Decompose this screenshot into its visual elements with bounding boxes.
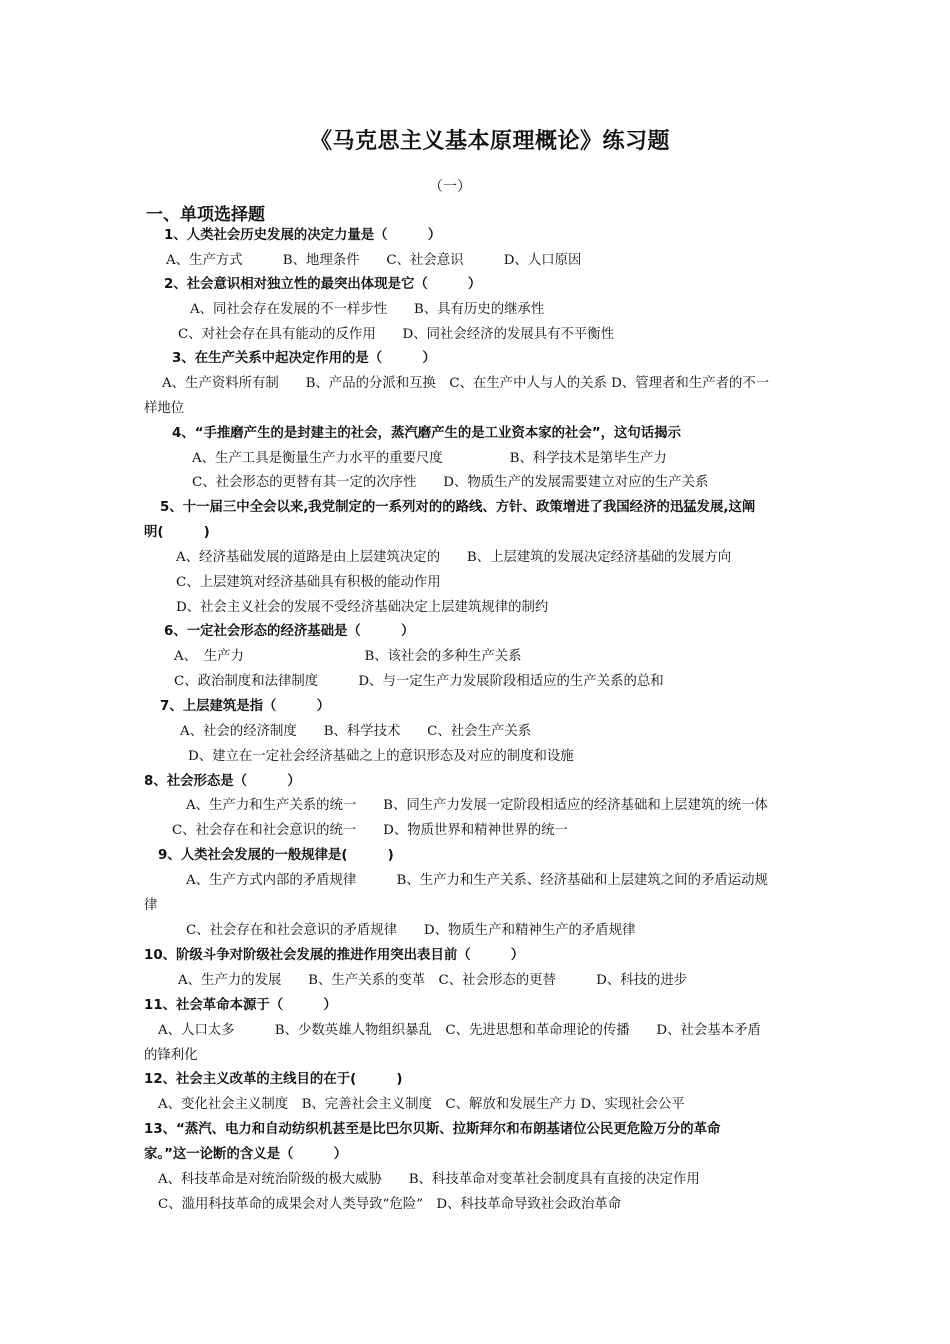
question-13: 13、“蒸汽、电力和自动纺织机甚至是比巴尔贝斯、拉斯拜尔和布朗基诸位公民更危险万分的革命 [144,1122,721,1137]
question-1: 1、人类社会历史发展的决定力量是（ ） [164,228,442,243]
question-10-options: A、生产力的发展 B、生产关系的变革 C、社会形态的更替 D、科技的进步 [178,973,688,988]
question-4-options-cd: C、社会形态的更替有其一定的次序性 D、物质生产的发展需要建立对应的生产关系 [192,475,709,490]
question-8: 8、社会形态是（ ） [144,774,301,789]
question-11-options: A、人口太多 B、少数英雄人物组织暴乱 C、先进思想和革命理论的传播 D、社会基本矛盾 [158,1023,761,1038]
question-11: 11、社会革命本源于（ ） [144,998,337,1013]
document-title: 《马克思主义基本原理概论》练习题 [309,129,670,154]
question-8-options-ab: A、生产力和生产关系的统一 B、同生产力发展一定阶段相适应的经济基础和上层建筑的统一体 [186,798,768,813]
question-5-option-c: C、上层建筑对经济基础具有积极的能动作用 [176,575,441,590]
section-heading: 一、单项选择题 [146,205,265,225]
question-8-options-cd: C、社会存在和社会意识的统一 D、物质世界和精神世界的统一 [172,823,568,838]
question-3-options-cont: 样地位 [144,401,185,416]
question-6: 6、一定社会形态的经济基础是（ ） [164,624,415,639]
question-11-options-cont: 的锋利化 [144,1048,198,1063]
question-4: 4、“手推磨产生的是封建主的社会，蒸汽磨产生的是工业资本家的社会”，这句话揭示 [172,426,681,441]
question-9-options-cont: 律 [144,898,158,913]
question-6-options-cd: C、政治制度和法律制度 D、与一定生产力发展阶段相适应的生产关系的总和 [174,674,664,689]
question-10: 10、阶级斗争对阶级社会发展的推进作用突出表目前（ ） [144,948,525,963]
question-5-option-d: D、社会主义社会的发展不受经济基础决定上层建筑规律的制约 [176,600,549,615]
question-2-options-ab: A、同社会存在发展的不一样步性 B、具有历史的继承性 [190,302,545,317]
question-9: 9、人类社会发展的一般规律是( ) [158,848,394,863]
question-3-options: A、生产资料所有制 B、产品的分派和互换 C、在生产中人与人的关系 D、管理者和生产者的不一 [162,376,770,391]
question-5-options-ab: A、经济基础发展的道路是由上层建筑决定的 B、上层建筑的发展决定经济基础的发展方向 [176,550,732,565]
question-6-options-ab: A、 生产力 B、该社会的多种生产关系 [174,649,522,664]
question-2: 2、社会意识相对独立性的最突出体现是它（ ） [164,277,482,292]
question-7-options-abc: A、社会的经济制度 B、科学技术 C、社会生产关系 [180,724,532,739]
question-4-options-ab: A、生产工具是衡量生产力水平的重要尺度 B、科学技术是第毕生产力 [192,451,667,466]
document-subtitle: （一） [429,179,471,195]
question-13-cont: 家。”这一论断的含义是（ ） [144,1147,347,1162]
question-12-options: A、变化社会主义制度 B、完善社会主义制度 C、解放和发展生产力 D、实现社会公平 [158,1097,685,1112]
question-5-cont: 明( ) [144,525,210,540]
question-9-options-cd: C、社会存在和社会意识的矛盾规律 D、物质生产和精神生产的矛盾规律 [186,923,636,938]
question-13-options-ab: A、科技革命是对统治阶级的极大威胁 B、科技革命对变革社会制度具有直接的决定作用 [158,1172,700,1187]
question-2-options-cd: C、对社会存在具有能动的反作用 D、同社会经济的发展具有不平衡性 [178,327,615,342]
question-7: 7、上层建筑是指（ ） [160,699,331,714]
question-13-options-cd: C、滥用科技革命的成果会对人类导致“危险” D、科技革命导致社会政治革命 [158,1197,622,1212]
question-12: 12、社会主义改革的主线目的在于( ) [144,1072,403,1087]
question-1-options: A、生产方式 B、地理条件 C、社会意识 D、人口原因 [166,253,582,268]
question-5: 5、十一届三中全会以来,我党制定的一系列对的的路线、方针、政策增进了我国经济的迅猛发展,这阐 [160,500,756,515]
question-3: 3、在生产关系中起决定作用的是（ ） [172,351,436,366]
question-9-options-ab: A、生产方式内部的矛盾规律 B、生产力和生产关系、经济基础和上层建筑之间的矛盾运动规 [186,873,768,888]
question-7-option-d: D、建立在一定社会经济基础之上的意识形态及对应的制度和设施 [188,749,574,764]
